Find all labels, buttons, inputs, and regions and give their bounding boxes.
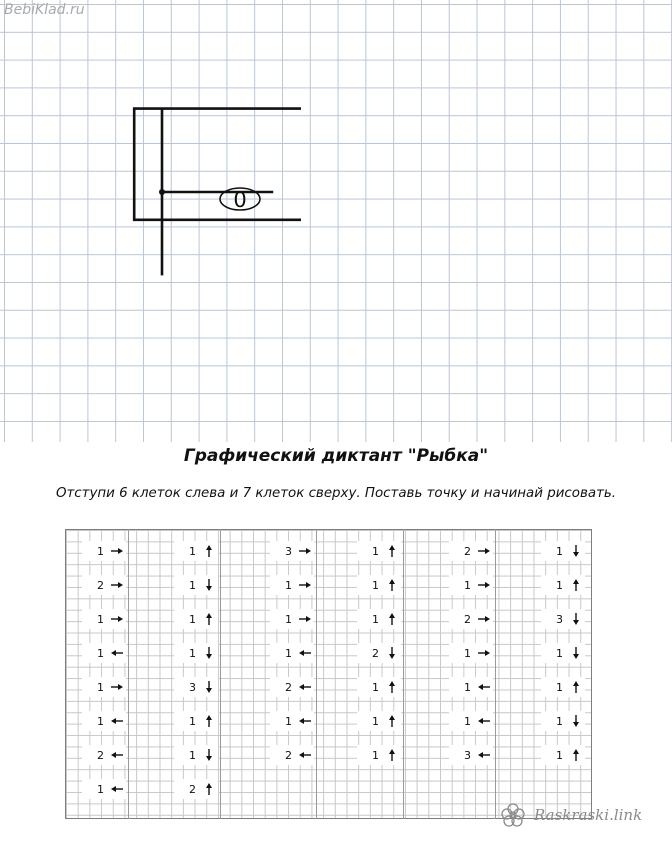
dictation-step [449,711,493,731]
arrow-down-icon [569,646,583,660]
arrow-right-icon [110,578,124,592]
step-count: 1 [372,612,379,626]
arrow-right-icon [477,578,491,592]
arrow-left-icon [110,646,124,660]
arrow-up-icon [385,612,399,626]
step-count: 3 [285,544,292,558]
step-count: 3 [464,748,471,762]
step-count: 1 [285,612,292,626]
step-count: 2 [189,782,196,796]
step-count: 1 [556,714,563,728]
arrow-up-icon [202,782,216,796]
step-count: 3 [556,612,563,626]
arrow-down-icon [202,748,216,762]
step-count: 1 [97,782,104,796]
arrow-up-icon [202,544,216,558]
dictation-step [174,541,218,561]
arrow-left-icon [298,680,312,694]
dictation-step [82,745,126,765]
arrow-up-icon [385,714,399,728]
dictation-step [82,677,126,697]
step-count: 1 [285,646,292,660]
arrow-down-icon [569,714,583,728]
step-count: 1 [464,714,471,728]
step-count: 1 [189,748,196,762]
dictation-step [449,643,493,663]
arrow-right-icon [477,612,491,626]
arrow-left-icon [477,748,491,762]
dictation-step [357,711,401,731]
step-count: 1 [464,680,471,694]
step-count: 2 [97,748,104,762]
arrow-down-icon [385,646,399,660]
dictation-step [82,541,126,561]
dictation-step [174,677,218,697]
arrow-left-icon [298,646,312,660]
table-column-divider [495,529,496,819]
dictation-step [541,643,585,663]
dictation-table [65,529,592,819]
dictation-step [357,609,401,629]
flower-icon [496,802,530,828]
arrow-up-icon [569,680,583,694]
dictation-step [174,575,218,595]
step-count: 2 [372,646,379,660]
start-dot [159,189,165,195]
arrow-right-icon [110,544,124,558]
dictation-step [174,711,218,731]
watermark-bottom [496,802,642,828]
arrow-left-icon [110,748,124,762]
dictation-step [541,609,585,629]
dictation-step [270,609,314,629]
step-count: 1 [97,544,104,558]
arrow-down-icon [202,646,216,660]
step-count: 1 [97,680,104,694]
dictation-step [174,745,218,765]
dictation-step [270,575,314,595]
watermark-top: BebiKlad.ru [4,2,85,18]
dictation-step [270,677,314,697]
dictation-step [174,643,218,663]
dictation-step [541,711,585,731]
step-count: 1 [464,646,471,660]
arrow-down-icon [569,612,583,626]
step-count: 2 [97,578,104,592]
dictation-step [541,575,585,595]
dictation-step [270,745,314,765]
arrow-up-icon [202,714,216,728]
arrow-up-icon [202,612,216,626]
arrow-up-icon [385,578,399,592]
arrow-down-icon [569,544,583,558]
dictation-step [357,677,401,697]
dictation-step [357,745,401,765]
arrow-right-icon [298,612,312,626]
dictation-step [541,677,585,697]
step-count: 2 [285,680,292,694]
step-count: 1 [372,544,379,558]
dictation-step [357,575,401,595]
step-count: 1 [372,680,379,694]
dictation-step [174,779,218,799]
arrow-left-icon [298,714,312,728]
dictation-step [357,541,401,561]
dictation-step [541,745,585,765]
step-count: 3 [189,680,196,694]
step-count: 1 [372,748,379,762]
step-count: 1 [556,748,563,762]
dictation-step [270,643,314,663]
step-count: 1 [189,612,196,626]
dictation-step [270,541,314,561]
dictation-step [541,541,585,561]
step-count: 2 [464,612,471,626]
arrow-right-icon [477,544,491,558]
arrow-right-icon [477,646,491,660]
step-count: 2 [464,544,471,558]
step-count: 1 [189,646,196,660]
arrow-up-icon [385,680,399,694]
step-count: 2 [285,748,292,762]
fish-eye-label: 0 [233,188,247,212]
instruction-text: Отступи 6 клеток слева и 7 клеток сверху. Поставь точку и начинай рисовать. [55,486,617,501]
step-count: 1 [285,714,292,728]
step-count: 1 [285,578,292,592]
arrow-down-icon [202,578,216,592]
dictation-step [449,745,493,765]
dictation-step [82,779,126,799]
arrow-up-icon [569,748,583,762]
dictation-step [449,541,493,561]
table-column-divider [403,529,404,819]
step-count: 1 [556,646,563,660]
arrow-down-icon [202,680,216,694]
step-count: 1 [189,578,196,592]
dictation-step [357,643,401,663]
arrow-up-icon [385,544,399,558]
dictation-step [270,711,314,731]
arrow-left-icon [110,714,124,728]
dictation-step [82,643,126,663]
arrow-right-icon [110,680,124,694]
step-count: 1 [556,680,563,694]
arrow-up-icon [569,578,583,592]
dictation-step [449,677,493,697]
dictation-step [174,609,218,629]
arrow-right-icon [298,578,312,592]
arrow-left-icon [110,782,124,796]
arrow-left-icon [477,714,491,728]
step-count: 1 [556,544,563,558]
arrow-right-icon [298,544,312,558]
dictation-step [82,609,126,629]
step-count: 1 [97,612,104,626]
arrow-left-icon [477,680,491,694]
step-count: 1 [189,714,196,728]
arrow-right-icon [110,612,124,626]
table-column-divider [128,529,129,819]
table-column-divider [220,529,221,819]
dictation-step [82,711,126,731]
step-count: 1 [464,578,471,592]
watermark-bottom-text: Raskraski.link [534,806,643,824]
step-count: 1 [372,578,379,592]
dictation-step [449,575,493,595]
step-count: 1 [372,714,379,728]
dictation-step [82,575,126,595]
dictation-step [449,609,493,629]
page-title: Графический диктант "Рыбка" [183,446,489,466]
table-column-divider [316,529,317,819]
arrow-left-icon [298,748,312,762]
step-count: 1 [556,578,563,592]
arrow-up-icon [385,748,399,762]
step-count: 1 [189,544,196,558]
step-count: 1 [97,714,104,728]
step-count: 1 [97,646,104,660]
